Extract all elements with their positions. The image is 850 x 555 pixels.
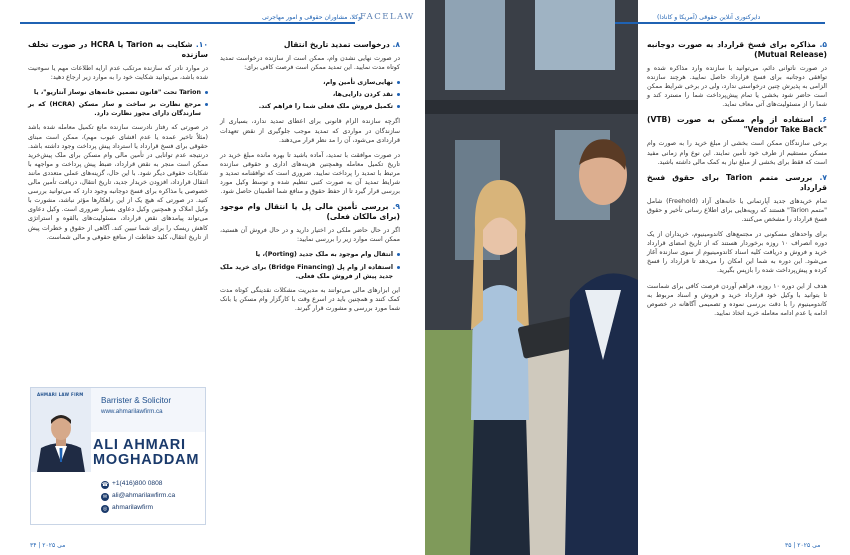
couple-house-illustration [425,0,638,555]
section-7-heading: بررسی متمم Tarion برای حقوق فسخ قرارداد [647,172,827,192]
section-6-title [647,115,827,135]
lawyer-ad-card[interactable] [30,387,206,525]
section-6-number: ۶. [819,115,827,125]
section-8-body-2: در صورت موافقت با تمدید، آماده باشید تا بهره مانده مبلغ خرید در تاریخ تکمیل معامله وهمچنین هزینه‌های اداری و حقوقی سازنده مرتبط با تمدید را پرداخت نمایید. ضروری است که توافقنامه تمدید و شرایط تمدید آن به صورت کتبی تنظیم شده و توسط وکیل مورد بررسی قرار گیرد تا از حفظ حقوق و منافع شما اطمینان حاصل شود. [220,151,400,196]
header-left-text: وکلا، مشاوران حقوقی و امور مهاجرتی [262,14,362,21]
section-8-number: ۸. [392,40,400,49]
section-10-intro: در موارد نادر که سازنده مرتکب عدم ارایه اطلاعات مهم یا سوءنیت شده باشد، می‌توانید شکایت خود را به موارد زیر ارجاع دهید: [28,65,208,82]
ad-name-line-2: MOGHADDAM [93,452,200,468]
section-8-body-1: اگرچه سازنده الزام قانونی برای اعطای تمدید ندارد، بسیاری از سازندگان در مواردی که تمدید موجب جلوگیری از نقض تعهدات قراردادی می‌شود، آن را مد نظر قرار می‌دهند. [220,118,400,144]
section-5-number: ۵. [819,40,828,49]
phone-icon: ☎ [101,482,109,488]
ad-phone[interactable] [101,480,162,489]
section-7-number: ۷. [819,172,828,182]
section-9-intro: اگر در حال حاضر ملکی در اختیار دارید و در حال فروش آن هستید، ممکن است موارد زیر را بررسی نمایید: [220,227,400,244]
column-sections-8-9 [220,40,400,319]
brand-logo: FACELAW [360,12,415,22]
section-9-number: ۹. [392,202,400,212]
column-section-10 [28,40,208,248]
ad-email[interactable] [101,492,175,501]
section-6-heading: استفاده از وام مسکن به صورت (VTB) "Vendor Take Back" [647,115,827,135]
section-9-title [220,202,400,222]
page-footer-right: می ۲۰۲۵ | ۳۵ [785,542,821,549]
section-8-intro: در صورت نهایی نشدن وام، ممکن است از سازنده درخواست تمدید کوتاه مدت نمایید. این تمدید ممکن است فرصت کافی برای: [220,55,400,72]
ad-lawyer-name [93,438,199,468]
ad-firm-logo: AHMARI LAW FIRM [37,392,84,397]
section-9-bullet-1: انتقال وام موجود به ملک جدید (Porting)، یا [220,250,400,259]
section-10-body: در صورتی که رفتار نادرست سازنده مانع تکمیل معامله شده باشد (مثلاً تاخیر عمده یا عدم افشای عیوب مهم)، ممکن است مبنای حقوقی برای فسخ قرارداد یا استرداد پیش پرداخت وجود داشته باشد. درنتیجه عدم توانایی در تأمین مالی وام مسکن برای ملک پیش‌خرید ممکن است منجر به نقض قرارداد، ضبط پیش پرداخت و مواجهه با شکایات حقوقی دیگر شود. با این حال، گزینه‌های عملی متعددی مانند انتقال قرارداد، افزودن خریدار جدید، تاریخ انتقال، دریافت تأمین مالی خصوصی یا مذاکره برای فسخ دوجانبه وجود دارد که می‌توانید بررسی کنید. در صورتی که هیچ یک از این راهکارها مؤثر نباشد، مشورت با وکیل املاک و همچنین وکیل دعاوی بسیار ضروری است. وکیل دعاوی می‌تواند پیامدهای نقض قرارداد، مسئولیت‌های بالقوه و استراتژی کاهش ریسک را برای شما تبیین کند. آگاهی از حقوق و خطرات پیش از تاریخ انتقال، کلید حفاظت از منافع حقوقی و مالی شماست. [28,124,208,241]
section-10-title [28,40,208,60]
ad-instagram[interactable] [101,504,153,513]
section-9-heading: بررسی تأمین مالی پل یا انتقال وام موجود (برای مالکان فعلی) [220,202,400,222]
section-8-bullet-1: نهایی‌سازی تأمین وام، [220,78,400,87]
section-9-bullet-2: استفاده از وام پل (Bridge Financing) برای خرید ملک جدید پیش از فروش ملک فعلی. [220,263,400,281]
section-7-body-3: هدف از این دوره ۱۰ روزه، فراهم آوردن فرصت کافی برای شماست تا بتوانید با وکیل خود قرارداد خرید و فروش و اسناد مربوط به کاندومینیوم را با دقت بررسی نموده و تصمیمی آگاهانه در خصوص ادامه یا عدم ادامه معامله خرید اتخاذ نمایید. [647,282,827,317]
section-5-body: در صورت ناتوانی دائم، می‌توانید با سازنده وارد مذاکره شده و توافقی دوجانبه برای فسخ قرارداد حاصل نمایید. هرچند سازنده الزامی به پذیرش چنین درخواستی ندارد، ولی در برخی شرایط ممکن است حاضر شود بخشی یا تمام پیش‌پرداخت شما را مسترد کند و شما را از مسئولیت‌های آتی معاف نماید. [647,65,827,109]
ad-website-link[interactable]: www.ahmarilawfirm.ca [101,408,163,415]
email-icon: ✉ [102,494,108,500]
section-10-bullet-2: مرجع نظارت بر ساخت و ساز مسکن (HCRA) که بر سازندگان دارای مجوز نظارت دارد. [28,100,208,118]
header-rule [20,22,355,24]
page-footer-left: ۳۴ | می ۲۰۲۵ [30,542,66,549]
section-5-heading: مذاکره برای فسخ قرارداد به صورت دوجانبه (Mutual Release) [647,40,827,59]
section-8-heading: درخواست تمدید تاریخ انتقال [283,40,390,49]
section-10-heading: شکایت به Tarion یا HCRA در صورت تخلف سازنده [28,40,208,59]
instagram-icon: ◎ [102,506,108,512]
section-7-body-2: برای واحدهای مسکونی در مجتمع‌های کاندومینیوم، خریداران از یک دوره انصراف ۱۰ روزه برخوردار هستند که از تاریخ امضای قرارداد خرید و فروش و دریافت کلیه اسناد کاندومینیوم از سوی سازنده آغاز می‌شود. این دوره به شما این امکان را می‌دهد تا قرارداد را فسخ کرده و پیش‌پرداخت شده را بازپس بگیرید. [647,231,827,275]
header-rule-right [615,22,825,24]
ad-phone-text: +1(416)800 0808 [112,480,163,487]
ad-role: Barrister & Solicitor [101,396,172,405]
section-5-title [647,40,827,60]
section-7-body-1: تمام خریدهای جدید آپارتمانی یا خانه‌های آزاد (Freehold) شامل "متمم Tarion" هستند که رویه‌هایی برای اطلاع رسانی تأخیر و حقوق فسخ قرارداد را مشخص می‌کنند. [647,197,827,223]
section-8-bullet-3: تکمیل فروش ملک فعلی شما را فراهم کند. [220,102,400,111]
section-6-body: برخی سازندگان ممکن است بخشی از مبلغ خرید را به صورت وام مسکن مستقیم از طرف خود تأمین نمایند. این نوع وام زمانی مفید است که فقط برای بخشی از مبلغ نیاز به کمک مالی داشته باشید. [647,140,827,166]
section-9-body: این ابزارهای مالی می‌توانند به مدیریت مشکلات نقدینگی کوتاه مدت کمک کنند و همچنین باید در اسرع وقت با کارگزار وام مسکن یا بانک شما مورد بررسی و مشورت قرار گیرند. [220,286,400,312]
section-7-title [647,173,827,193]
section-10-number: ۱۰. [195,40,208,49]
lawyer-portrait [31,388,91,472]
ad-handle-text: ahmarilawfirm [112,504,154,511]
ad-name-line-1: ALI AHMARI [93,437,186,453]
header-right-text: دایرکتوری آنلاین حقوقی (آمریکا و کانادا) [657,14,761,21]
couple-house-photo [425,0,638,555]
section-8-title [220,40,400,50]
section-10-bullet-1: Tarion تحت "قانون تضمین خانه‌های نوساز آنتاریو"، یا [28,88,208,97]
column-sections-5-7 [647,40,827,324]
right-page [425,0,850,555]
section-8-bullet-2: نقد کردن دارایی‌ها، [220,90,400,99]
ad-email-text: ali@ahmarilawfirm.ca [112,492,176,499]
lawyer-portrait-drawing [31,388,91,472]
